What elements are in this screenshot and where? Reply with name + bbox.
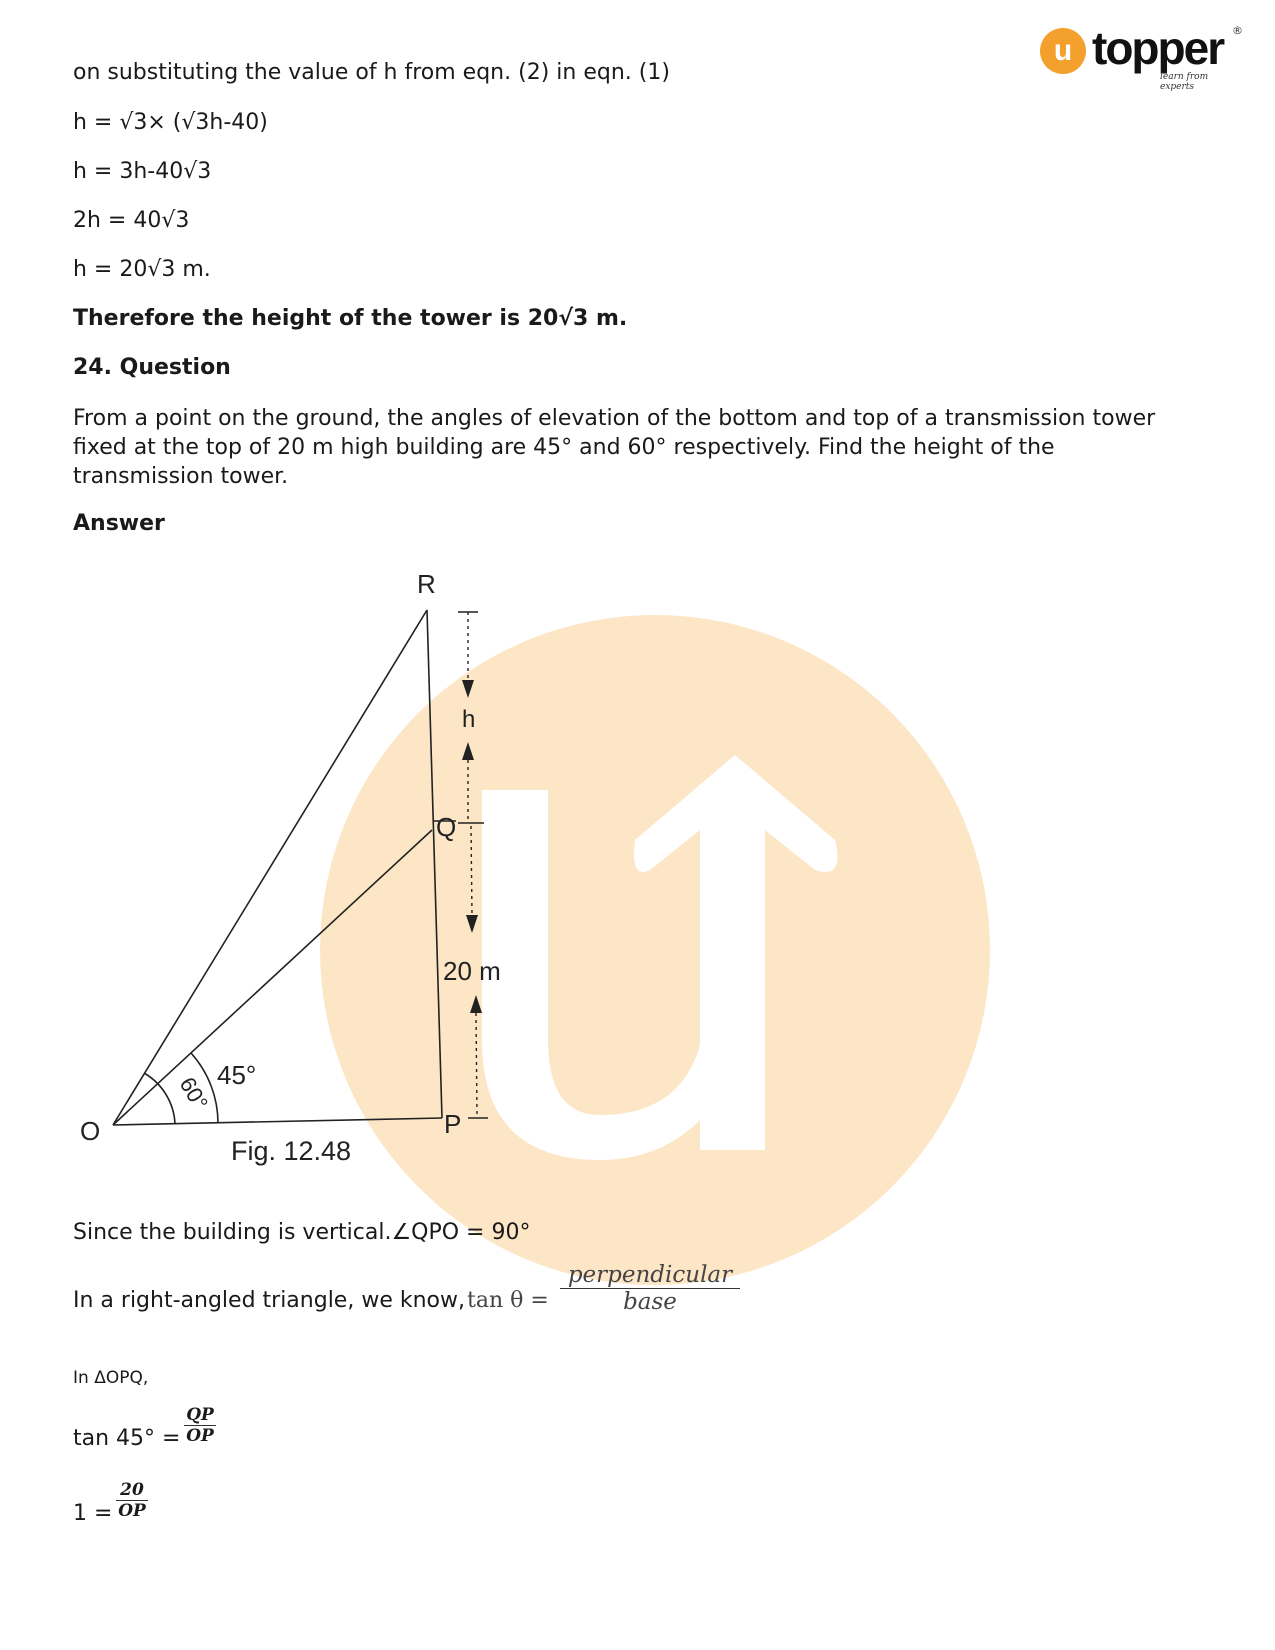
equation-line: 2h = 40√3 — [73, 208, 190, 233]
text-line-substitution: on substituting the value of h from eqn. (2) in eqn. (1) — [73, 60, 670, 85]
arrow-up-icon — [470, 995, 482, 1013]
equation-lhs: 1 = — [73, 1501, 113, 1526]
arrow-down-icon — [466, 915, 478, 933]
question-text: From a point on the ground, the angles of elevation of the bottom and top of a transmission tower fixed at the top of 20 m high building are 45° and 60° respectively. Find the height of the transmission tower. — [73, 406, 1156, 489]
arc-60 — [144, 1073, 175, 1124]
arrow-down-icon — [462, 680, 474, 698]
logo-mark-icon: u — [1040, 28, 1086, 74]
angle-60-label: 60° — [174, 1072, 214, 1115]
line-OP — [113, 1118, 442, 1125]
solution-line: In ΔOPQ, — [73, 1368, 149, 1388]
line-OQ — [113, 830, 432, 1125]
label-20m: 20 m — [443, 956, 501, 986]
registered-mark: ® — [1232, 24, 1243, 37]
angle-45-label: 45° — [217, 1060, 257, 1090]
fraction-QP-OP: QP OP — [184, 1405, 216, 1446]
arrow-up-icon — [462, 742, 474, 760]
tan-theta: tan θ = — [467, 1288, 549, 1313]
equation-line: h = 20√3 m. — [73, 257, 211, 282]
label-O: O — [80, 1116, 101, 1146]
solution-line: In a right-angled triangle, we know, — [73, 1288, 465, 1313]
label-h: h — [462, 706, 476, 733]
label-P: P — [444, 1109, 462, 1139]
line-OR — [113, 610, 427, 1125]
tan-45-lhs: tan 45° = — [73, 1426, 181, 1451]
logo-word: topper — [1092, 22, 1224, 74]
question-heading: 24. Question — [73, 355, 231, 380]
logo-tagline: learn from experts — [1160, 72, 1209, 92]
solution-line: Since the building is vertical.∠QPO = 90° — [73, 1220, 531, 1245]
label-Q: Q — [436, 812, 457, 842]
fraction-20-OP: 20 OP — [116, 1480, 148, 1521]
line-RP — [427, 610, 442, 1118]
conclusion: Therefore the height of the tower is 20√3 m. — [73, 306, 628, 331]
figure-caption: Fig. 12.48 — [231, 1136, 352, 1166]
answer-label: Answer — [73, 511, 165, 536]
label-R: R — [417, 569, 436, 599]
equation-line: h = √3× (√3h-40) — [73, 110, 268, 135]
equation-line: h = 3h-40√3 — [73, 159, 212, 184]
fraction-perpendicular-base: perpendicular base — [560, 1262, 740, 1315]
